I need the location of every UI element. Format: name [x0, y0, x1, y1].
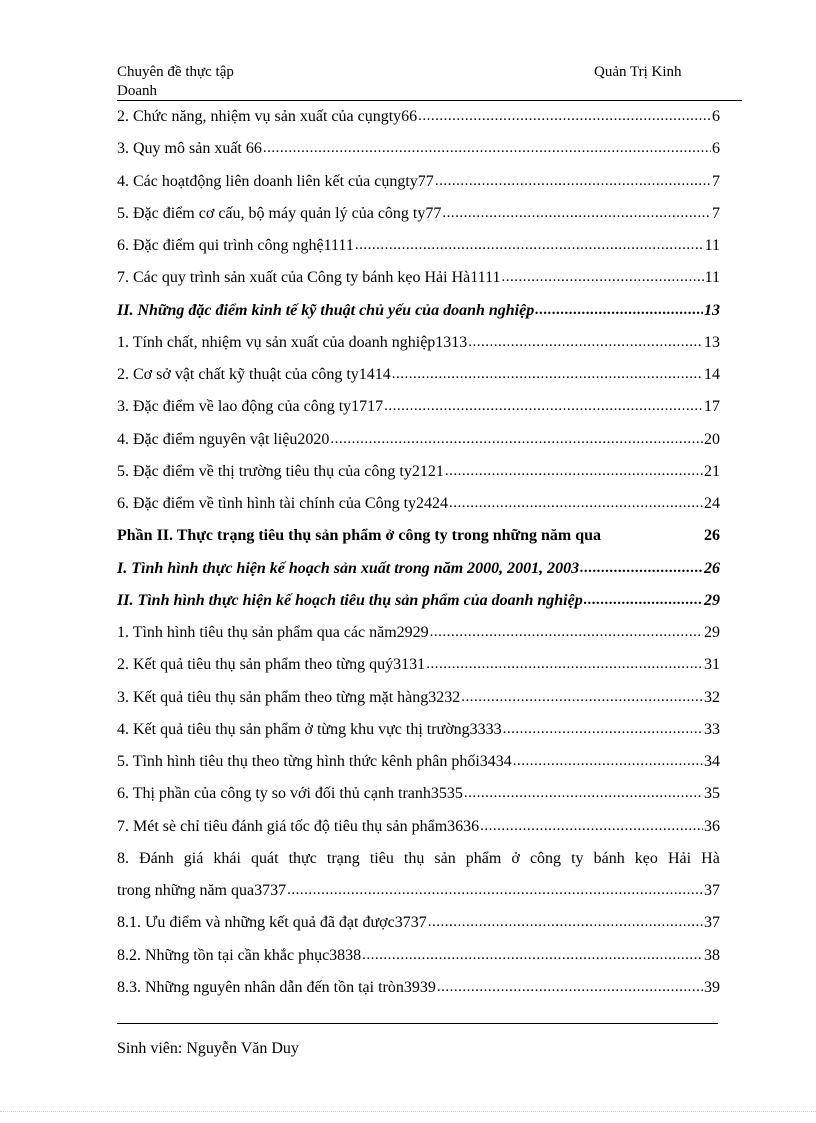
toc-entry-label: 3. Đặc điểm về lao động của công ty1717 [117, 398, 384, 416]
toc-entry-label: 8.1. Ưu điểm và những kết quả đã đạt được3737 [117, 914, 427, 932]
toc-dot-leader [392, 365, 703, 381]
toc-word: quát [251, 849, 279, 867]
toc-page-number: 7 [712, 172, 720, 190]
toc-entry-label: 6. Thị phần của công ty so với đối thủ cạnh tranh3535 [117, 785, 463, 803]
toc-entry[interactable] [117, 940, 720, 972]
toc-entry[interactable] [117, 230, 720, 262]
toc-entry[interactable] [117, 391, 720, 423]
toc-dot-leader [435, 172, 711, 188]
toc-entry[interactable] [117, 520, 720, 552]
toc-entry-label: I. Tình hình thực hiện kế hoạch sản xuất trong năm 2000, 2001, 2003 [117, 559, 580, 577]
toc-word: thụ [403, 849, 425, 867]
toc-entry-label: trong những năm qua3737 [117, 882, 287, 900]
toc-word: Hải [667, 849, 692, 867]
toc-word: giá [183, 849, 204, 867]
toc-page-number: 32 [704, 688, 720, 706]
toc-dot-leader [430, 623, 703, 639]
toc-dot-leader [330, 430, 703, 446]
toc-entry[interactable] [117, 649, 720, 681]
toc-page-number: 14 [704, 366, 720, 384]
toc-entry-label: Phần II. Thực trạng tiêu thụ sản phẩm ở công ty trong những năm qua [117, 527, 602, 545]
header-left [117, 63, 234, 101]
toc-dot-leader [464, 784, 703, 800]
toc-dot-leader [535, 301, 703, 317]
toc-entry-label: 3. Kết quả tiêu thụ sản phẩm theo từng mặt hàng3232 [117, 688, 461, 706]
toc-page-number: 26 [704, 527, 720, 545]
toc-page-number: 31 [704, 656, 720, 674]
toc-entry-label: 3. Quy mô sản xuất 66 [117, 140, 262, 158]
header-topic: Chuyên đề thực tập [117, 64, 234, 80]
toc-entry-label: 4. Kết quả tiêu thụ sản phẩm ở từng khu vực thị trường3333 [117, 720, 502, 738]
toc-page-number: 6 [712, 140, 720, 158]
toc-word: 8. [117, 849, 129, 867]
toc-dot-leader [449, 494, 703, 510]
toc-dot-leader [503, 720, 703, 736]
toc-word: Hà [701, 849, 720, 867]
toc-dot-leader [437, 978, 703, 994]
toc-entry-label: 8.3. Những nguyên nhân dẫn đến tồn tại tròn3939 [117, 978, 436, 996]
toc-entry[interactable] [117, 907, 720, 939]
toc-word: ở [511, 849, 520, 867]
toc-dot-leader [426, 655, 703, 671]
toc-entry[interactable] [117, 714, 720, 746]
toc-word: tiêu [369, 849, 394, 867]
toc-dot-leader [461, 688, 703, 704]
toc-entry[interactable] [117, 166, 720, 198]
toc-entry-label: 2. Cơ sở vật chất kỹ thuật của công ty1414 [117, 366, 391, 384]
toc-word: kẹo [634, 849, 658, 867]
toc-entry[interactable] [117, 295, 720, 327]
toc-entry-label: 2. Kết quả tiêu thụ sản phẩm theo từng quý3131 [117, 656, 426, 674]
toc-entry-label: 4. Đặc điểm nguyên vật liệu2020 [117, 430, 330, 448]
toc-dot-leader [501, 268, 703, 284]
toc-entry[interactable] [117, 101, 720, 133]
toc-word: trạng [326, 849, 360, 867]
toc-dot-leader [513, 752, 703, 768]
toc-entry-label: 5. Tình hình tiêu thụ theo từng hình thức kênh phân phối3434 [117, 753, 512, 771]
toc-entry-label: 8.2. Những tồn tại cần khắc phục3838 [117, 946, 362, 964]
toc-entry-label: 7. Mét sè chỉ tiêu đánh giá tốc độ tiêu thụ sản phẩm3636 [117, 817, 480, 835]
toc-entry[interactable] [117, 682, 720, 714]
toc-dot-leader [362, 946, 703, 962]
header-right: Quản Trị Kinh [594, 64, 682, 80]
toc-entry[interactable] [117, 327, 720, 359]
toc-page-number: 11 [704, 269, 720, 287]
toc-entry[interactable] [117, 424, 720, 456]
toc-entry[interactable] [117, 746, 720, 778]
toc-dot-leader [468, 333, 703, 349]
toc-page-number: 6 [712, 108, 720, 126]
toc-page-number: 29 [704, 624, 720, 642]
toc-dot-leader [287, 881, 703, 897]
toc-dot-leader [445, 462, 703, 478]
toc-entry-label: 2. Chức năng, nhiệm vụ sản xuất của cụngty66 [117, 108, 418, 126]
toc-entry[interactable] [117, 133, 720, 165]
toc-page-number: 29 [704, 591, 720, 609]
toc-entry-label: 6. Đặc điểm qui trình công nghệ1111 [117, 237, 354, 255]
toc-entry-label: 1. Tính chất, nhiệm vụ sản xuất của doanh nghiệp1313 [117, 333, 468, 351]
toc-word: sản [434, 849, 456, 867]
toc-entry-label: 5. Đặc điểm về thị trường tiêu thụ của công ty2121 [117, 462, 444, 480]
toc-dot-leader [480, 817, 703, 833]
toc-word: phẩm [465, 849, 502, 867]
toc-page-number: 11 [704, 237, 720, 255]
toc-word: khái [213, 849, 241, 867]
toc-entry-label: II. Những đặc điểm kinh tế kỹ thuật chủ yếu của doanh nghiệp [117, 301, 535, 319]
toc-entry-label: 4. Các hoạtđộng liên doanh liên kết của cụngty77 [117, 172, 434, 190]
toc-word: thực [288, 849, 317, 867]
toc-page-number: 39 [704, 978, 720, 996]
toc-page-number: 20 [704, 430, 720, 448]
toc-page-number: 24 [704, 495, 720, 513]
toc-page-number: 36 [704, 817, 720, 835]
footer-divider [117, 1023, 718, 1024]
toc-dot-leader [418, 107, 711, 123]
toc-entry-wrapped-cont[interactable] [117, 875, 720, 907]
toc-page-number: 7 [712, 204, 720, 222]
toc-entry[interactable] [117, 262, 720, 294]
toc-entry[interactable] [117, 198, 720, 230]
toc-entry[interactable] [117, 778, 720, 810]
toc-dot-leader [428, 913, 703, 929]
toc-dot-leader [580, 559, 703, 575]
toc-page-number: 37 [704, 882, 720, 900]
toc-entry-label: II. Tình hình thực hiện kế hoạch tiêu thụ sản phẩm của doanh nghiệp [117, 591, 583, 609]
toc-page-number: 13 [704, 301, 720, 319]
toc-page-number: 38 [704, 946, 720, 964]
toc-page-number: 13 [704, 333, 720, 351]
toc-entry[interactable] [117, 811, 720, 843]
toc-page-number: 35 [704, 785, 720, 803]
toc-dot-leader [584, 591, 703, 607]
toc-dot-leader [263, 139, 711, 155]
toc-word: công [529, 849, 562, 867]
toc-entry[interactable] [117, 359, 720, 391]
toc-entry-label: 7. Các quy trình sản xuất của Công ty bánh kẹo Hải Hà1111 [117, 269, 501, 287]
toc-word: bánh [593, 849, 625, 867]
table-of-contents [117, 101, 720, 1004]
toc-dot-leader [384, 397, 703, 413]
toc-page-number: 37 [704, 914, 720, 932]
page-edge [0, 1111, 816, 1112]
footer-student: Sinh viên: Nguyễn Văn Duy [117, 1040, 299, 1057]
toc-entry[interactable] [117, 617, 720, 649]
toc-page-number: 17 [704, 398, 720, 416]
header-topic-cont: Doanh [117, 83, 157, 99]
toc-entry-label: 6. Đặc điểm về tình hình tài chính của Công ty2424 [117, 495, 449, 513]
toc-entry-label: 5. Đặc điểm cơ cấu, bộ máy quản lý của công ty77 [117, 204, 442, 222]
toc-dot-leader [442, 204, 711, 220]
toc-page-number: 21 [704, 462, 720, 480]
toc-entry[interactable] [117, 553, 720, 585]
toc-word: ty [571, 849, 584, 867]
toc-page-number: 33 [704, 720, 720, 738]
toc-entry[interactable] [117, 972, 720, 1004]
toc-entry-wrapped[interactable] [117, 843, 720, 875]
toc-entry-label: 1. Tình hình tiêu thụ sản phẩm qua các năm2929 [117, 624, 429, 642]
toc-page-number: 26 [704, 559, 720, 577]
toc-entry[interactable] [117, 488, 720, 520]
toc-word: Đánh [139, 849, 174, 867]
toc-entry[interactable] [117, 456, 720, 488]
toc-dot-leader [355, 236, 704, 252]
toc-page-number: 34 [704, 753, 720, 771]
toc-entry[interactable] [117, 585, 720, 617]
